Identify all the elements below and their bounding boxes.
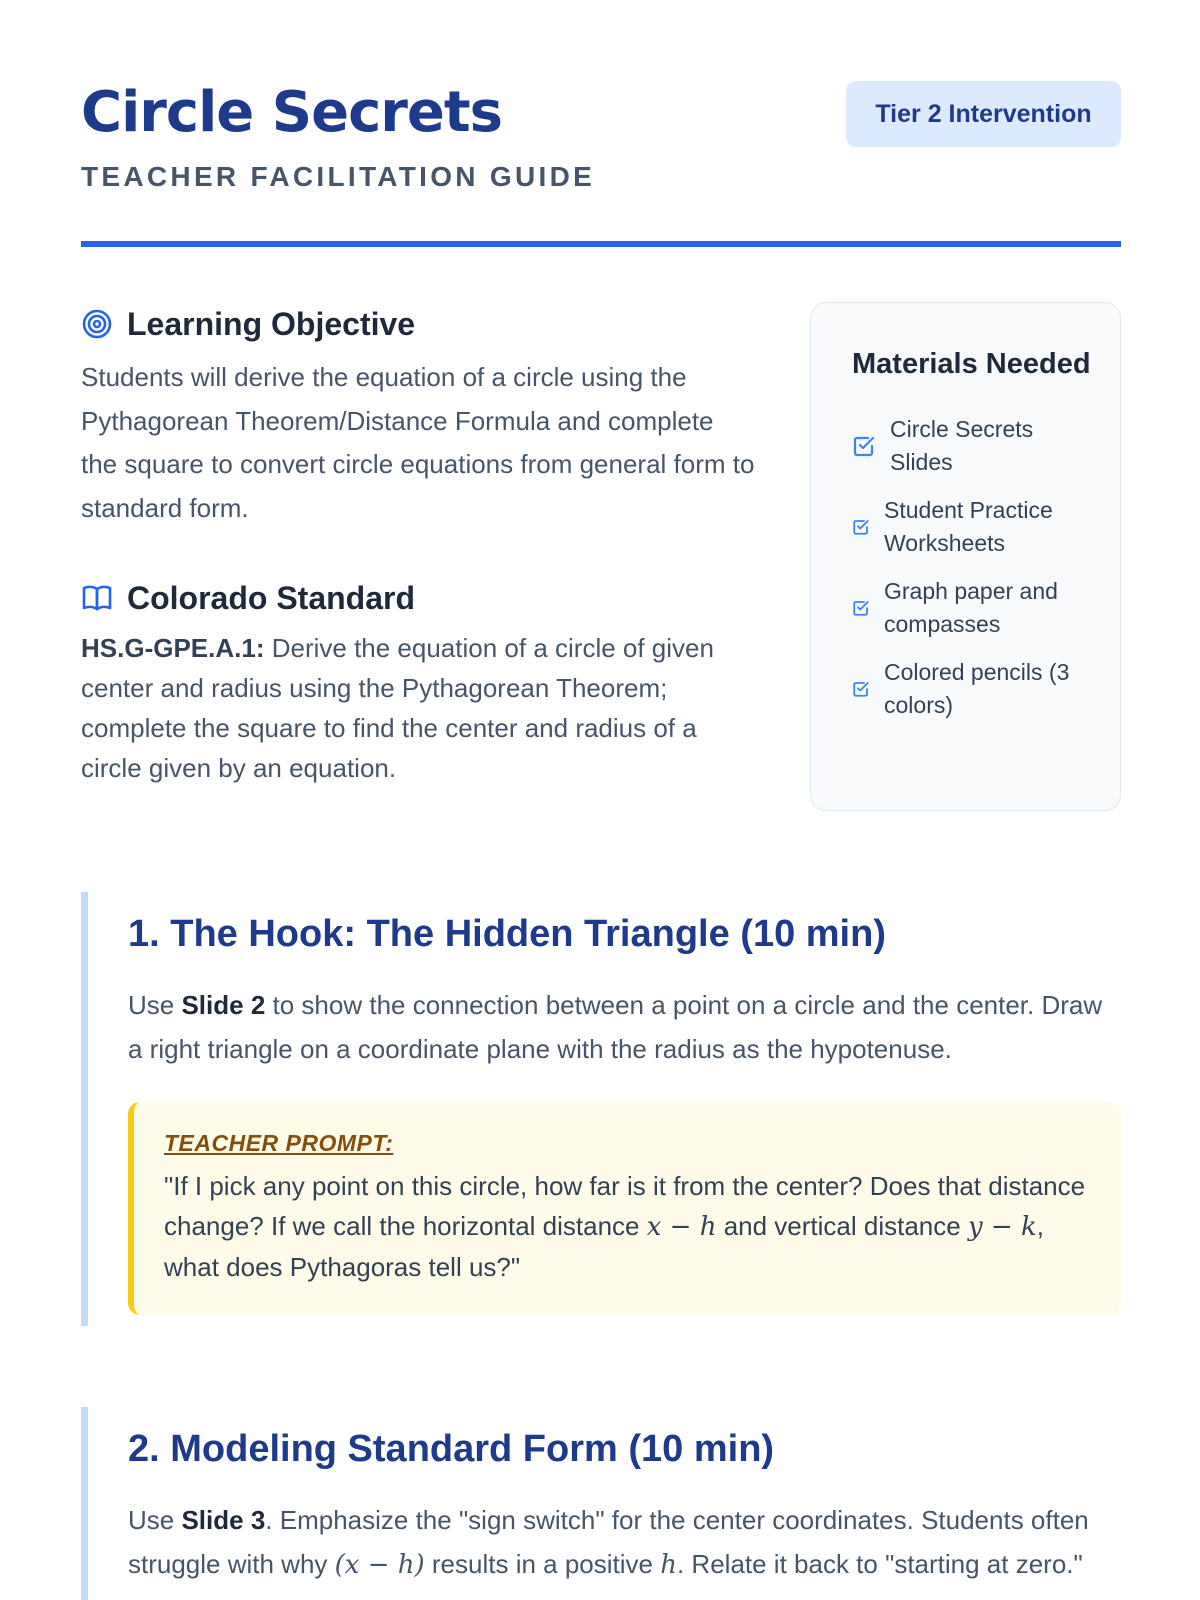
body-text: . Emphasize the "sign switch" for the center coordinates. Students often struggle with why [128, 1505, 1089, 1579]
material-label: Student Practice Worksheets [884, 497, 1053, 556]
header-divider [81, 241, 1121, 247]
target-icon [81, 308, 113, 340]
prompt-text: "If I pick any point on this circle, how far is it from the center? Does that distance change? If we call the horizontal distance [164, 1171, 1086, 1241]
body-text: . Relate it back to "starting at zero." [676, 1548, 1083, 1579]
book-icon [81, 582, 113, 614]
page-title: Circle Secrets [81, 80, 502, 145]
standard-text [81, 628, 756, 788]
objective-text: Students will derive the equation of a circle using the Pythagorean Theorem/Distance Formula and complete the square to convert circle equations from general form to standard form. [81, 362, 755, 523]
body-text: Use [128, 990, 182, 1020]
material-label: Graph paper and compasses [884, 578, 1058, 637]
material-label: Circle Secrets Slides [890, 416, 1034, 475]
section-body [128, 1499, 1121, 1587]
slide-reference: Slide 2 [181, 990, 266, 1020]
teacher-prompt-label: TEACHER PROMPT: [164, 1130, 394, 1156]
standard-heading: Colorado Standard [127, 579, 416, 616]
math-expression: x − h [646, 1212, 717, 1242]
teacher-prompt-callout [128, 1102, 1121, 1315]
checkbox-icon [852, 680, 870, 698]
list-item [852, 494, 1100, 560]
prompt-text: and vertical distance [716, 1211, 968, 1241]
section-heading: 2. Modeling Standard Form (10 min) [128, 1428, 775, 1470]
math-expression: y − k [967, 1212, 1037, 1242]
hook-section [81, 892, 1121, 1326]
list-item [852, 575, 1100, 641]
guide-page [81, 0, 1121, 1600]
page-subtitle: TEACHER FACILITATION GUIDE [81, 161, 596, 192]
materials-card [810, 302, 1121, 811]
section-heading: 1. The Hook: The Hidden Triangle (10 min) [128, 913, 886, 955]
checkbox-icon [852, 434, 876, 458]
section-body [128, 984, 1121, 1071]
materials-list [852, 413, 1100, 722]
standard-heading-row [81, 574, 756, 622]
teacher-prompt-text [164, 1166, 1097, 1287]
math-expression: (x − h) [334, 1549, 425, 1580]
list-item [852, 656, 1100, 722]
body-text: to show the connection between a point on a circle and the center. Draw a right triangle on a coordinate plane with the radius as the hypotenuse. [128, 990, 1103, 1064]
body-text: results in a positive [424, 1548, 661, 1579]
objective-heading-row [81, 300, 756, 348]
objective-heading: Learning Objective [127, 305, 416, 342]
overview-column [81, 300, 756, 788]
checkbox-icon [852, 518, 870, 536]
slide-reference: Slide 3 [181, 1505, 266, 1535]
tier-badge: Tier 2 Intervention [846, 81, 1121, 147]
modeling-section [81, 1407, 1121, 1600]
materials-heading: Materials Needed [852, 348, 1091, 380]
list-item [852, 413, 1100, 479]
standard-block [81, 574, 756, 788]
body-text: Use [128, 1505, 182, 1535]
standard-code: HS.G-GPE.A.1: [81, 633, 265, 663]
checkbox-icon [852, 599, 870, 617]
standard-description: Derive the equation of a circle of given center and radius using the Pythagorean Theorem; complete the square to find the center and radius of a circle given by an equation. [81, 633, 714, 783]
prompt-text: , what does Pythagoras tell us?" [164, 1211, 1044, 1282]
math-expression: h [660, 1549, 677, 1580]
material-label: Colored pencils (3 colors) [884, 659, 1070, 718]
